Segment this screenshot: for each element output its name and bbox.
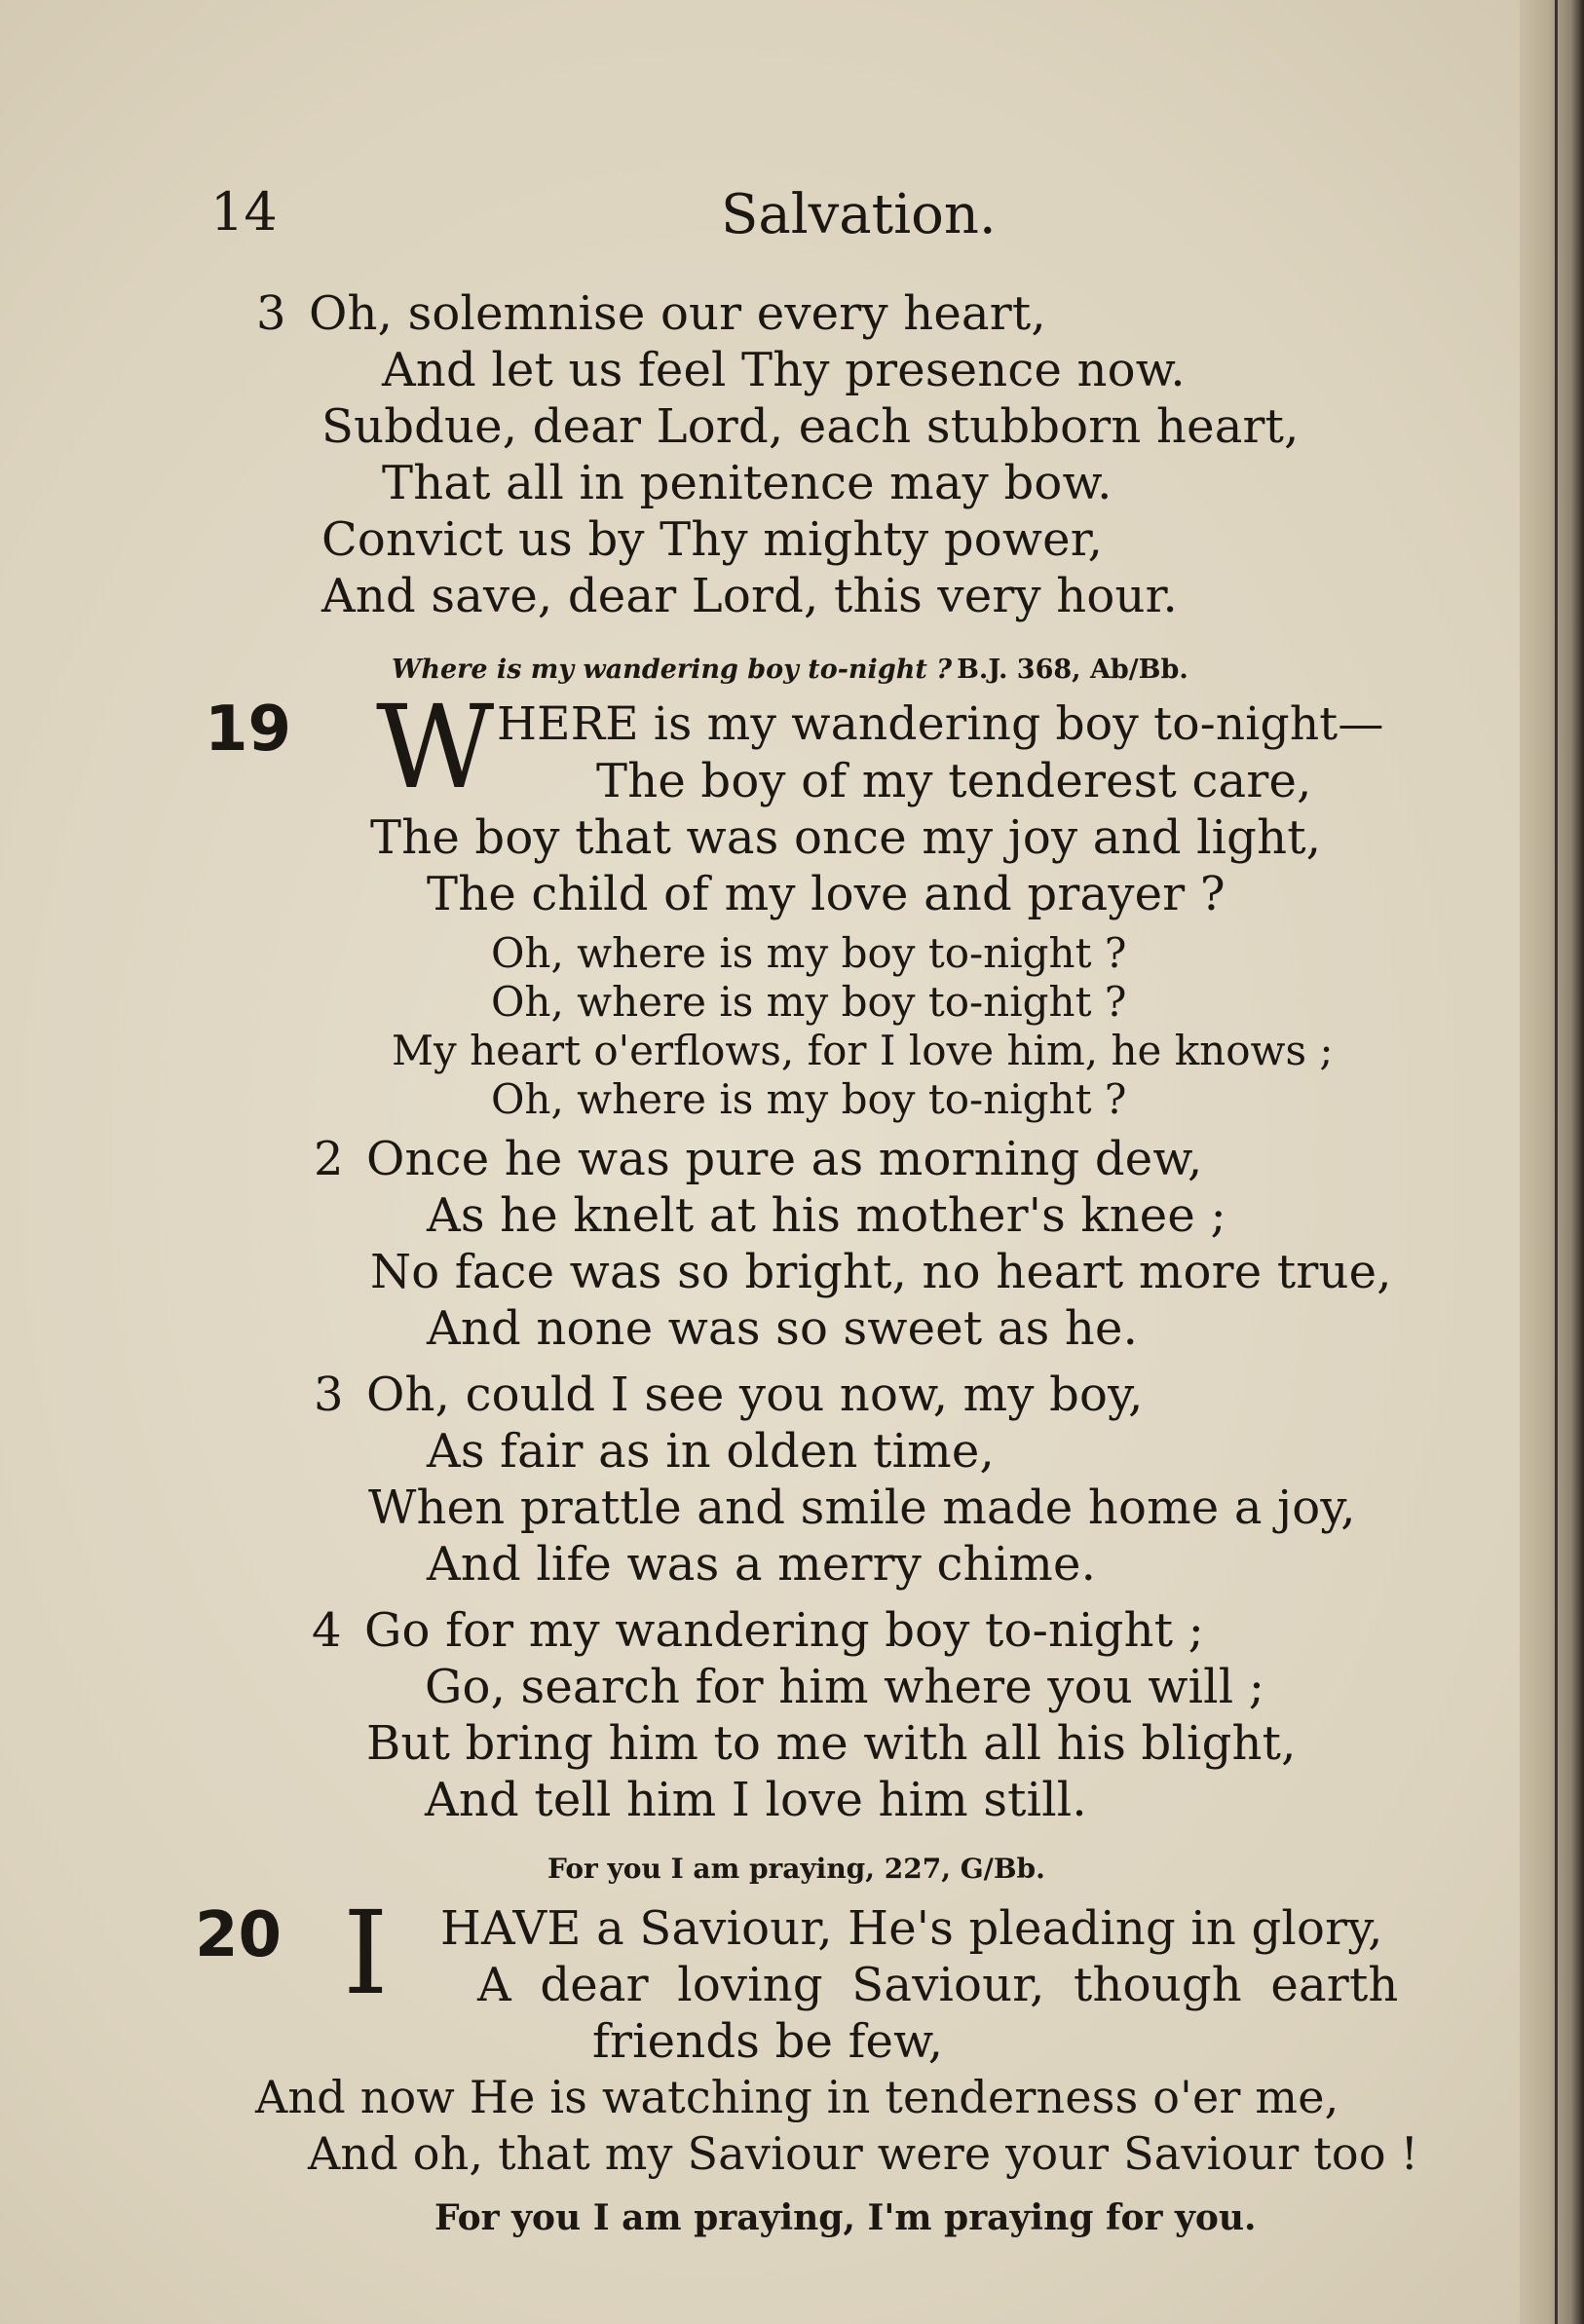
verse-number: 2 — [314, 1132, 344, 1186]
hymn20-tune-reference: For you I am praying, 227, G/Bb. — [547, 1853, 1045, 1885]
verse-number: 3 — [314, 1368, 344, 1422]
verse-line: 3 Oh, could I see you now, my boy, — [314, 1368, 1144, 1422]
verse-line: Convict us by Thy mighty power, — [321, 512, 1104, 567]
verse-line: When prattle and smile made home a joy, — [368, 1481, 1356, 1535]
verse-line: 2 Once he was pure as morning dew, — [314, 1132, 1203, 1186]
verse-line: The boy that was once my joy and light, — [370, 810, 1322, 865]
page-number: 14 — [210, 181, 278, 243]
verse-line: But bring him to me with all his blight, — [366, 1716, 1297, 1771]
hymn20-first-line: HAVE a Saviour, He's pleading in glory, — [440, 1901, 1383, 1956]
chorus-line: My heart o'erflows, for I love him, he knows ; — [392, 1027, 1334, 1074]
verse-line: That all in penitence may bow. — [382, 456, 1113, 510]
verse-line: The child of my love and prayer ? — [427, 867, 1226, 921]
hymn19-number: 19 — [205, 693, 292, 766]
verse-line: And let us feel Thy presence now. — [382, 343, 1186, 397]
verse-line: No face was so bright, no heart more true, — [370, 1245, 1392, 1299]
verse-number: 3 — [256, 286, 286, 341]
verse-line: Subdue, dear Lord, each stubborn heart, — [321, 399, 1300, 454]
verse-line: 3 Oh, solemnise our every heart, — [256, 286, 1046, 341]
verse-line: And now He is watching in tenderness o'er me, — [255, 2071, 1339, 2123]
book-spine-shadow — [1520, 0, 1584, 2324]
verse-line: And oh, that my Saviour were your Saviour too ! — [308, 2127, 1419, 2180]
hymn19-first-line: HERE is my wandering boy to-night— — [497, 697, 1384, 751]
hymn20-number: 20 — [195, 1899, 283, 1971]
hymn19-tune-reference: Where is my wandering boy to-night ? B.J. 368, Ab/Bb. — [392, 655, 1188, 685]
verse-line: friends be few, — [592, 2014, 944, 2069]
verse-line: As fair as in olden time, — [427, 1424, 995, 1479]
hymn19-drop-cap: W — [376, 680, 495, 814]
verse-line: And save, dear Lord, this very hour. — [321, 569, 1178, 623]
verse-line: A dear loving Saviour, though earth — [477, 1958, 1399, 2012]
verse-line: And none was so sweet as he. — [427, 1301, 1139, 1356]
chorus-line: Oh, where is my boy to-night ? — [491, 929, 1127, 977]
verse-number: 4 — [312, 1603, 342, 1658]
chorus-line: Oh, where is my boy to-night ? — [491, 978, 1127, 1026]
verse-line: And tell him I love him still. — [425, 1773, 1087, 1827]
hymn20-chorus-line: For you I am praying, I'm praying for you. — [434, 2197, 1257, 2238]
verse-line: Go, search for him where you will ; — [425, 1660, 1265, 1714]
verse-line: And life was a merry chime. — [427, 1537, 1097, 1592]
verse-line: 4 Go for my wandering boy to-night ; — [312, 1603, 1205, 1658]
running-title: Salvation. — [721, 183, 997, 246]
page-edge-line — [1555, 0, 1558, 2324]
verse-line: As he knelt at his mother's knee ; — [427, 1188, 1226, 1243]
hymn20-drop-cap: I — [343, 1886, 389, 2020]
chorus-line: Oh, where is my boy to-night ? — [491, 1075, 1127, 1123]
verse-line: The boy of my tenderest care, — [596, 754, 1312, 808]
